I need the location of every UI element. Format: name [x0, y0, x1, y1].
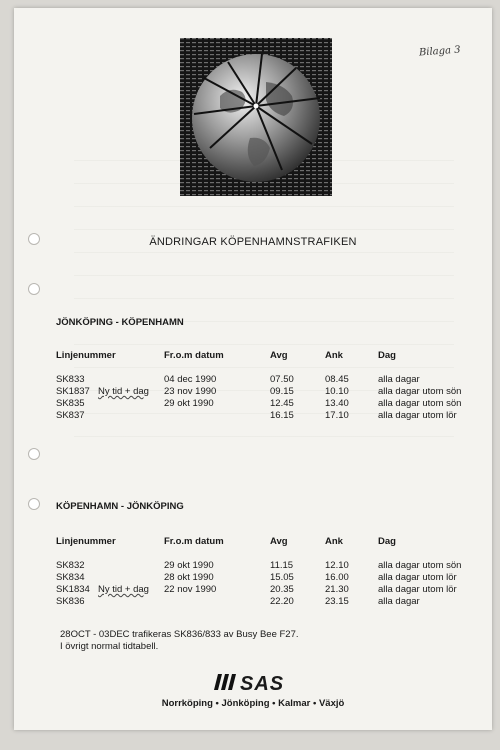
departure-time: 12.45	[270, 398, 294, 409]
arrival-time: 08.45	[325, 374, 349, 385]
arrival-time: 23.15	[325, 596, 349, 607]
footnote: 28OCT - 03DEC trafikeras SK836/833 av Busy Bee F27.	[60, 629, 299, 640]
departure-time: 09.15	[270, 386, 294, 397]
page-title: ÄNDRINGAR KÖPENHAMNSTRAFIKEN	[149, 236, 357, 248]
flight-number: SK837	[56, 410, 85, 421]
from-date: 22 nov 1990	[164, 584, 217, 595]
flight-number: SK832	[56, 560, 85, 571]
arrival-time: 21.30	[325, 584, 349, 595]
col-arr: Ank	[325, 350, 343, 361]
days: alla dagar utom sön	[378, 560, 462, 571]
col-flight: Linjenummer	[56, 536, 116, 547]
col-date: Fr.o.m datum	[164, 536, 224, 547]
col-dep: Avg	[270, 536, 288, 547]
days: alla dagar	[378, 596, 420, 607]
footnote: I övrigt normal tidtabell.	[60, 641, 159, 652]
arrival-time: 17.10	[325, 410, 349, 421]
flight-number: SK834	[56, 572, 85, 583]
departure-time: 20.35	[270, 584, 294, 595]
from-date: 23 nov 1990	[164, 386, 217, 397]
days: alla dagar utom sön	[378, 386, 462, 397]
punch-hole	[28, 283, 40, 295]
globe-icon	[180, 38, 332, 196]
cities-footer: Norrköping • Jönköping • Kalmar • Växjö	[161, 698, 345, 709]
section-title-cph-jkg: KÖPENHAMN - JÖNKÖPING	[56, 501, 184, 512]
punch-hole	[28, 448, 40, 460]
col-days: Dag	[378, 536, 396, 547]
col-arr: Ank	[325, 536, 343, 547]
departure-time: 07.50	[270, 374, 294, 385]
logo-stripes-icon	[214, 673, 236, 696]
departure-time: 15.05	[270, 572, 294, 583]
col-dep: Avg	[270, 350, 288, 361]
section-title-jkg-cph: JÖNKÖPING - KÖPENHAMN	[56, 317, 184, 328]
col-days: Dag	[378, 350, 396, 361]
from-date: 29 okt 1990	[164, 398, 214, 409]
punch-hole	[28, 498, 40, 510]
arrival-time: 10.10	[325, 386, 349, 397]
from-date: 29 okt 1990	[164, 560, 214, 571]
col-flight: Linjenummer	[56, 350, 116, 361]
departure-time: 11.15	[270, 560, 294, 571]
from-date: 04 dec 1990	[164, 374, 217, 385]
days: alla dagar	[378, 374, 420, 385]
globe-illustration	[180, 38, 332, 196]
sas-logo	[214, 673, 284, 696]
days: alla dagar utom lör	[378, 572, 457, 583]
arrival-time: 16.00	[325, 572, 349, 583]
departure-time: 22.20	[270, 596, 294, 607]
departure-time: 16.15	[270, 410, 294, 421]
handwritten-annotation: Bilaga 3	[418, 44, 461, 59]
col-date: Fr.o.m datum	[164, 350, 224, 361]
handwritten-note: Ny tid + dag	[98, 584, 149, 595]
from-date: 28 okt 1990	[164, 572, 214, 583]
handwritten-note: Ny tid + dag	[98, 386, 149, 397]
days: alla dagar utom sön	[378, 398, 462, 409]
flight-number: SK835	[56, 398, 85, 409]
flight-number: SK836	[56, 596, 85, 607]
flight-number: SK1834	[56, 584, 90, 595]
arrival-time: 12.10	[325, 560, 349, 571]
days: alla dagar utom lör	[378, 410, 457, 421]
flight-number: SK1837	[56, 386, 90, 397]
arrival-time: 13.40	[325, 398, 349, 409]
days: alla dagar utom lör	[378, 584, 457, 595]
document-page	[14, 8, 492, 730]
logo-text: SAS	[240, 673, 285, 695]
flight-number: SK833	[56, 374, 85, 385]
